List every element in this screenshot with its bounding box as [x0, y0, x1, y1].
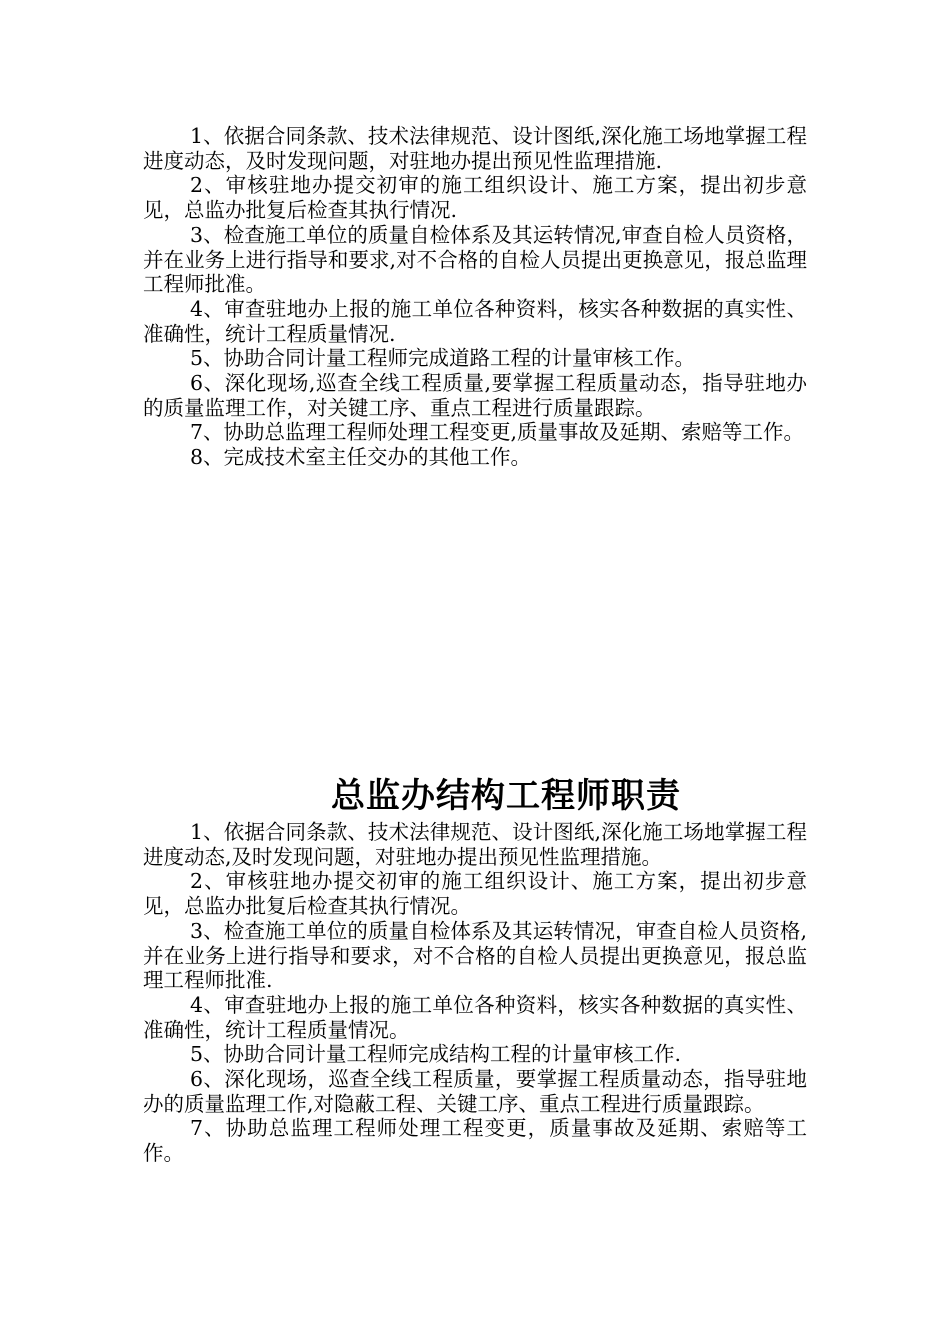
duty-paragraph-6: 6、深化现场,巡查全线工程质量,要掌握工程质量动态，指导驻地办的质量监理工作，对关键工序、重点工程进行质量跟踪。: [143, 371, 807, 420]
duty-paragraph-1: 1、依据合同条款、技术法律规范、设计图纸,深化施工场地掌握工程进度动态，及时发现问题，对驻地办提出预见性监理措施.: [143, 124, 807, 173]
duty-paragraph-5: 5、协助合同计量工程师完成结构工程的计量审核工作.: [190, 1042, 682, 1067]
duty-paragraph-3: 3、检查施工单位的质量自检体系及其运转情况,审查自检人员资格，并在业务上进行指导和要求,对不合格的自检人员提出更换意见，报总监理工程师批准。: [143, 222, 807, 297]
duty-paragraph-8: 8、完成技术室主任交办的其他工作。: [190, 445, 532, 470]
duty-paragraph-2: 2、审核驻地办提交初审的施工组织设计、施工方案，提出初步意见，总监办批复后检查其执行情况.: [143, 173, 807, 223]
structural-engineer-duties-title: 总监办结构工程师职责: [331, 776, 681, 816]
duty-paragraph-7: 7、协助总监理工程师处理工程变更,质量事故及延期、索赔等工作。: [190, 420, 805, 445]
duty-paragraph-5: 5、协助合同计量工程师完成道路工程的计量审核工作。: [190, 346, 696, 371]
structural-engineer-duties-section: [143, 820, 807, 1166]
duty-paragraph-2: 2、审核驻地办提交初审的施工组织设计、施工方案，提出初步意见，总监办批复后检查其执行情况。: [143, 869, 807, 919]
duty-paragraph-6: 6、深化现场，巡查全线工程质量，要掌握工程质量动态，指导驻地办的质量监理工作,对隐蔽工程、关键工序、重点工程进行质量跟踪。: [143, 1067, 807, 1116]
road-engineer-duties-section: [143, 124, 807, 470]
duty-paragraph-4: 4、审查驻地办上报的施工单位各种资料，核实各种数据的真实性、准确性，统计工程质量情况。: [143, 992, 807, 1042]
duty-paragraph-4: 4、审查驻地办上报的施工单位各种资料，核实各种数据的真实性、准确性，统计工程质量情况.: [143, 296, 807, 346]
duty-paragraph-1: 1、依据合同条款、技术法律规范、设计图纸,深化施工场地掌握工程进度动态,及时发现问题，对驻地办提出预见性监理措施。: [143, 820, 807, 869]
duty-paragraph-3: 3、检查施工单位的质量自检体系及其运转情况，审查自检人员资格,并在业务上进行指导和要求，对不合格的自检人员提出更换意见，报总监理工程师批准.: [143, 918, 807, 993]
duty-paragraph-7: 7、协助总监理工程师处理工程变更，质量事故及延期、索赔等工作。: [143, 1116, 807, 1166]
